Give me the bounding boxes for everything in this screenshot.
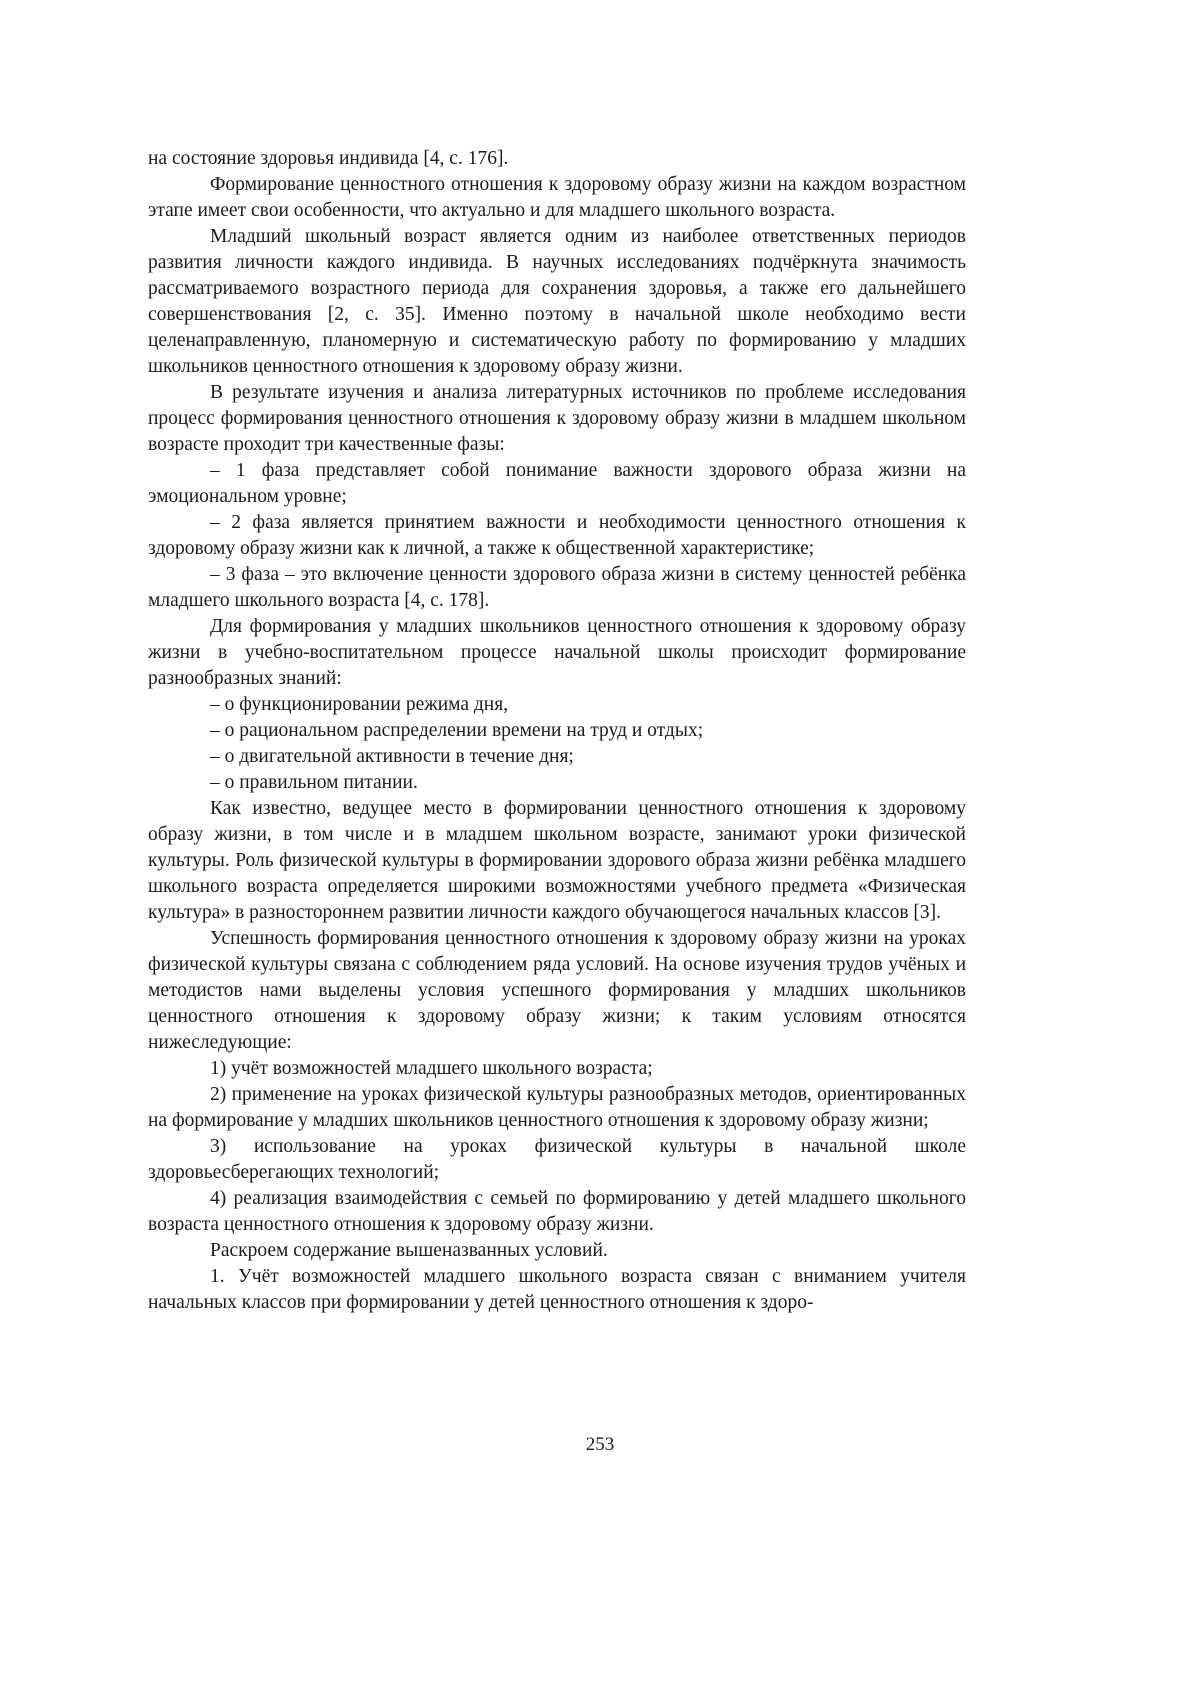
list-item-numbered: 1) учёт возможностей младшего школьного возраста; [210, 1058, 653, 1079]
list-item-dash: – о функционировании режима дня, [210, 694, 509, 715]
paragraph: В результате изучения и анализа литературных источников по проблеме исследования процесс формирования ценностного отношения к здоровому образу жизни в младшем школьном возрасте проходит три качественные фазы: [148, 382, 966, 455]
list-item-numbered: 3) использование на уроках физической культуры в начальной школе здоровьесберегающих технологий; [148, 1136, 966, 1183]
list-item-dash: – о рациональном распределении времени на труд и отдых; [210, 720, 704, 741]
list-item-dash: – 2 фаза является принятием важности и необходимости ценностного отношения к здоровому образу жизни как к личной, а также к общественной характеристике; [148, 512, 966, 559]
paragraph: Успешность формирования ценностного отношения к здоровому образу жизни на уроках физической культуры связана с соблюдением ряда условий. На основе изучения трудов учёных и методистов нами выделены условия успешного формирования у младших школьников ценностного отношения к здоровому образу жизни; к таким условиям относятся нижеследующие: [148, 928, 966, 1053]
paragraph: 1. Учёт возможностей младшего школьного возраста связан с вниманием учителя начальных классов при формировании у детей ценностного отношения к здоро- [148, 1266, 966, 1313]
page-text [148, 146, 966, 1316]
paragraph-continuation: на состояние здоровья индивида [4, с. 176]. [148, 148, 509, 169]
list-item-numbered: 2) применение на уроках физической культуры разнообразных методов, ориентированных на формирование у младших школьников ценностного отношения к здоровому образу жизни; [148, 1084, 966, 1131]
list-item-dash: – о правильном питании. [210, 772, 418, 793]
paragraph: Как известно, ведущее место в формировании ценностного отношения к здоровому образу жизни, в том числе и в младшем школьном возрасте, занимают уроки физической культуры. Роль физической культуры в формировании здорового образа жизни ребёнка младшего школьного возраста определяется широкими возможностями учебного предмета «Физическая культура» в разностороннем развитии личности каждого обучающегося начальных классов [3]. [148, 798, 966, 923]
list-item-dash: – 1 фаза представляет собой понимание важности здорового образа жизни на эмоциональном уровне; [148, 460, 966, 507]
page-number: 253 [585, 1434, 615, 1455]
paragraph: Раскроем содержание вышеназванных условий. [210, 1240, 608, 1261]
paragraph: Младший школьный возраст является одним из наиболее ответственных периодов развития личности каждого индивида. В научных исследованиях подчёркнута значимость рассматриваемого возрастного периода для сохранения здоровья, а также его дальнейшего совершенствования [2, с. 35]. Именно поэтому в начальной школе необходимо вести целенаправленную, планомерную и систематическую работу по формированию у младших школьников ценностного отношения к здоровому образу жизни. [148, 226, 966, 377]
paragraph: Для формирования у младших школьников ценностного отношения к здоровому образу жизни в учебно-воспитательном процессе начальной школы происходит формирование разнообразных знаний: [148, 616, 966, 689]
list-item-dash: – о двигательной активности в течение дня; [210, 746, 574, 767]
list-item-numbered: 4) реализация взаимодействия с семьей по формированию у детей младшего школьного возраста ценностного отношения к здоровому образу жизни. [148, 1188, 966, 1235]
paragraph: Формирование ценностного отношения к здоровому образу жизни на каждом возрастном этапе имеет свои особенности, что актуально и для младшего школьного возраста. [148, 174, 966, 221]
list-item-dash: – 3 фаза – это включение ценности здорового образа жизни в систему ценностей ребёнка младшего школьного возраста [4, с. 178]. [148, 564, 966, 611]
